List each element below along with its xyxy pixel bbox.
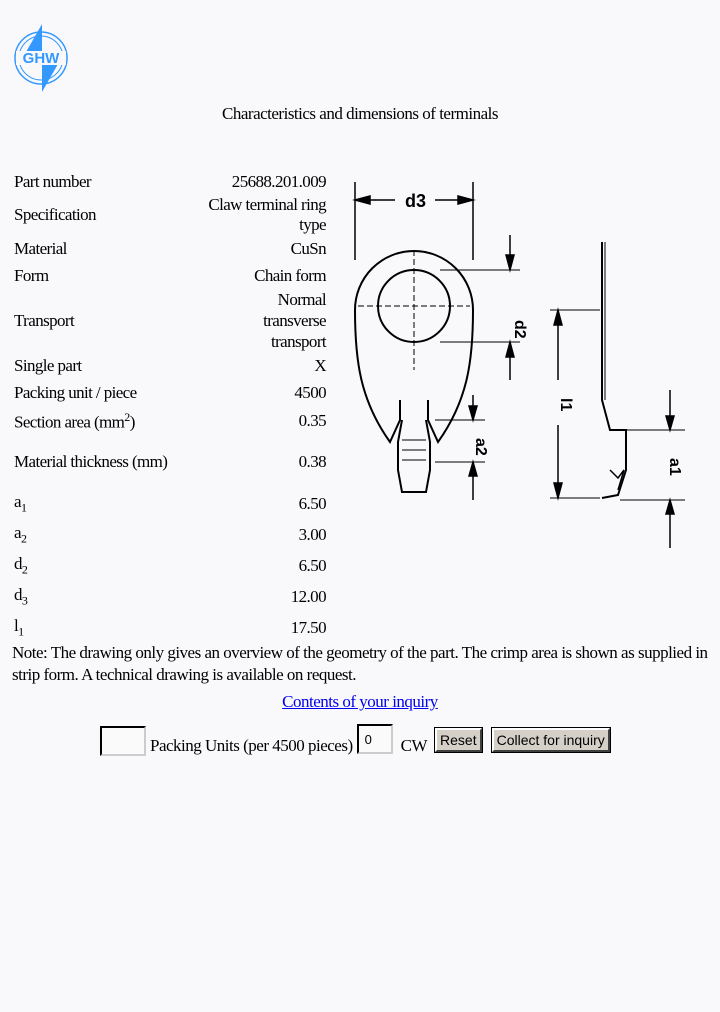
- spec-value: 17.50: [290, 617, 326, 637]
- spec-label: Specification: [14, 205, 96, 224]
- spec-value: 3.00: [298, 524, 326, 544]
- spec-value: 4500: [294, 382, 326, 402]
- contents-of-inquiry-link[interactable]: Contents of your inquiry: [282, 692, 438, 711]
- table-row: [14, 168, 326, 195]
- table-row: [14, 195, 326, 235]
- table-row: [14, 581, 326, 612]
- spec-value: Claw terminal ring type: [208, 195, 326, 234]
- table-row: [14, 379, 326, 406]
- spec-label: Single part: [14, 355, 82, 375]
- spec-value: X: [314, 355, 326, 375]
- svg-text:d3: d3: [405, 191, 427, 211]
- spec-label: Transport: [14, 310, 75, 330]
- terminal-drawing: [340, 180, 700, 560]
- spec-label: Section area $(mm^2)$: [14, 409, 135, 432]
- spec-label: $l_1$: [14, 615, 24, 639]
- spec-value: CuSn: [290, 238, 326, 258]
- table-row: [14, 289, 326, 352]
- spec-value: 6.50: [298, 555, 326, 575]
- table-row: [14, 612, 326, 643]
- spec-label: $a_2$: [14, 522, 27, 546]
- table-row: [14, 235, 326, 262]
- spec-value: Chain form: [254, 265, 326, 285]
- cw-input[interactable]: [357, 724, 393, 754]
- spec-label: Material: [14, 238, 67, 258]
- spec-value: 0.38: [298, 452, 326, 471]
- svg-text:a1: a1: [666, 458, 683, 476]
- collect-for-inquiry-button[interactable]: Collect for inquiry: [492, 728, 610, 752]
- packing-units-label: Packing Units (per 4500 pieces): [150, 736, 353, 755]
- spec-value: 6.50: [298, 493, 326, 513]
- inquiry-form: [100, 724, 610, 756]
- note-text: Note: The drawing only gives an overview of the geometry of the part. The crimp area is shown as supplied in strip form. A technical drawing is available on request.: [12, 643, 708, 684]
- table-row: [14, 436, 326, 488]
- svg-text:l1: l1: [557, 398, 574, 412]
- table-row: [14, 550, 326, 581]
- spec-label: $d_2$: [14, 553, 28, 577]
- spec-label: $d_3$: [14, 584, 28, 608]
- spec-label: Part number: [14, 171, 91, 191]
- ghw-logo: [12, 24, 70, 92]
- svg-text:d2: d2: [511, 320, 528, 339]
- table-row: [14, 262, 326, 289]
- spec-label: Form: [14, 265, 49, 285]
- table-row: [14, 519, 326, 550]
- reset-button[interactable]: Reset: [435, 728, 482, 752]
- svg-text:a2: a2: [472, 438, 489, 456]
- page-title: Characteristics and dimensions of terminals: [222, 104, 498, 123]
- spec-value: Normal transverse transport: [263, 290, 326, 351]
- table-row: [14, 488, 326, 519]
- spec-value: 0.35: [298, 411, 326, 430]
- table-row: [14, 406, 326, 436]
- spec-label: $a_1$: [14, 491, 27, 515]
- spec-table: [14, 168, 326, 643]
- spec-label: Packing unit / piece: [14, 382, 137, 402]
- spec-value: 25688.201.009: [231, 171, 326, 191]
- packing-units-input[interactable]: [100, 726, 146, 756]
- cw-label: CW: [400, 736, 428, 755]
- spec-label: Material thickness (mm): [14, 452, 168, 471]
- svg-text:GHW: GHW: [22, 50, 60, 67]
- table-row: [14, 352, 326, 379]
- spec-value: 12.00: [290, 586, 326, 606]
